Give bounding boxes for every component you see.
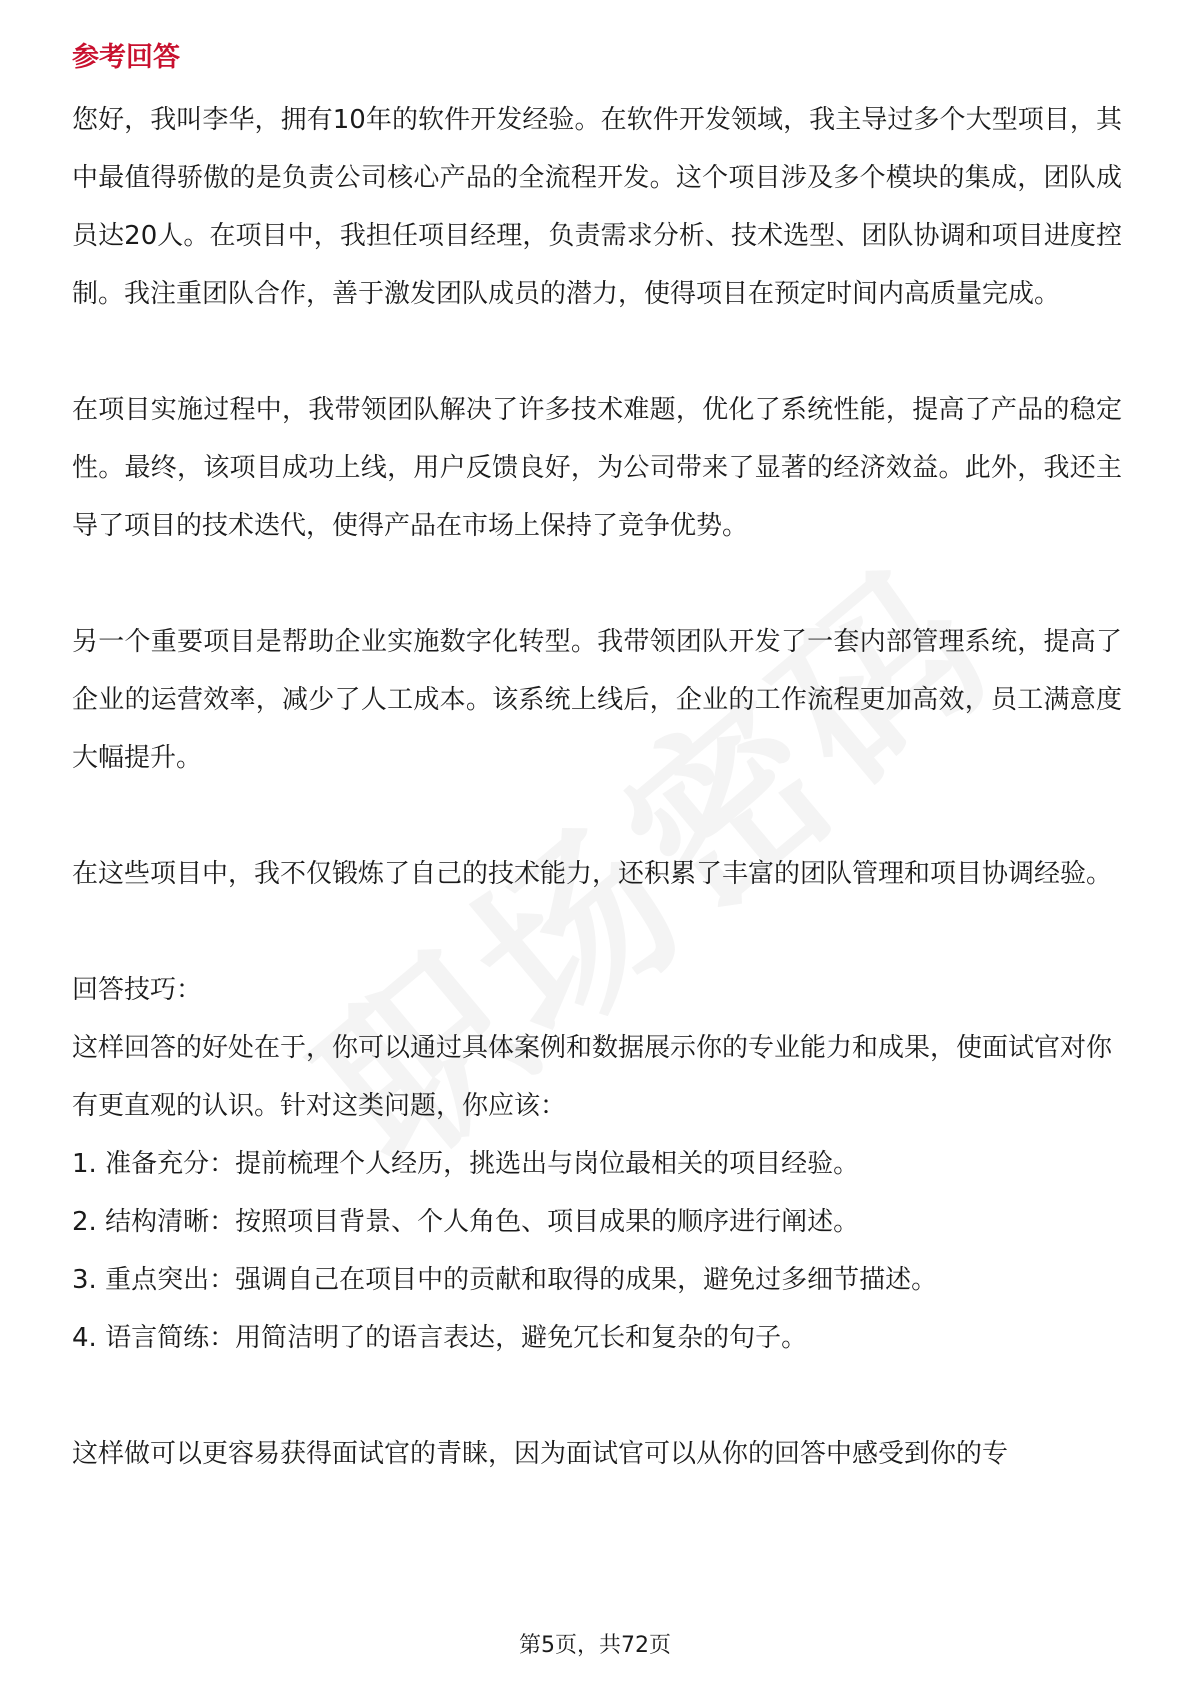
tip-item: 4. 语言简练：用简洁明了的语言表达，避免冗长和复杂的句子。 [72, 1323, 808, 1354]
tips-list [72, 1135, 1122, 1367]
tip-item: 3. 重点突出：强调自己在项目中的贡献和取得的成果，避免过多细节描述。 [72, 1265, 938, 1296]
page-number-footer: 第5页，共72页 [519, 1633, 671, 1658]
tip-item: 1. 准备充分：提前梳理个人经历，挑选出与岗位最相关的项目经验。 [72, 1149, 860, 1180]
tip-item: 2. 结构清晰：按照项目背景、个人角色、项目成果的顺序进行阐述。 [72, 1207, 860, 1238]
answer-paragraph-2: 在项目实施过程中，我带领团队解决了许多技术难题，优化了系统性能，提高了产品的稳定性。最终，该项目成功上线，用户反馈良好，为公司带来了显著的经济效益。此外，我还主导了项目的技术迭代，使得产品在市场上保持了竞争优势。 [72, 395, 1122, 542]
answer-paragraph-1: 您好，我叫李华，拥有10年的软件开发经验。在软件开发领域，我主导过多个大型项目，其中最值得骄傲的是负责公司核心产品的全流程开发。这个项目涉及多个模块的集成，团队成员达20人。在项目中，我担任项目经理，负责需求分析、技术选型、团队协调和项目进度控制。我注重团队合作，善于激发团队成员的潜力，使得项目在预定时间内高质量完成。 [72, 105, 1122, 310]
answer-paragraph-3: 另一个重要项目是帮助企业实施数字化转型。我带领团队开发了一套内部管理系统，提高了企业的运营效率，减少了人工成本。该系统上线后，企业的工作流程更加高效，员工满意度大幅提升。 [72, 627, 1122, 774]
document-page [72, 40, 1122, 1483]
tips-title: 回答技巧： [72, 975, 203, 1006]
tips-intro: 这样回答的好处在于，你可以通过具体案例和数据展示你的专业能力和成果，使面试官对你有更直观的认识。针对这类问题，你应该： [72, 1033, 1113, 1122]
answer-paragraph-4: 在这些项目中，我不仅锻炼了自己的技术能力，还积累了丰富的团队管理和项目协调经验。 [72, 859, 1113, 890]
section-heading: 参考回答 [72, 42, 180, 73]
closing-paragraph: 这样做可以更容易获得面试官的青睐，因为面试官可以从你的回答中感受到你的专 [72, 1439, 1009, 1470]
